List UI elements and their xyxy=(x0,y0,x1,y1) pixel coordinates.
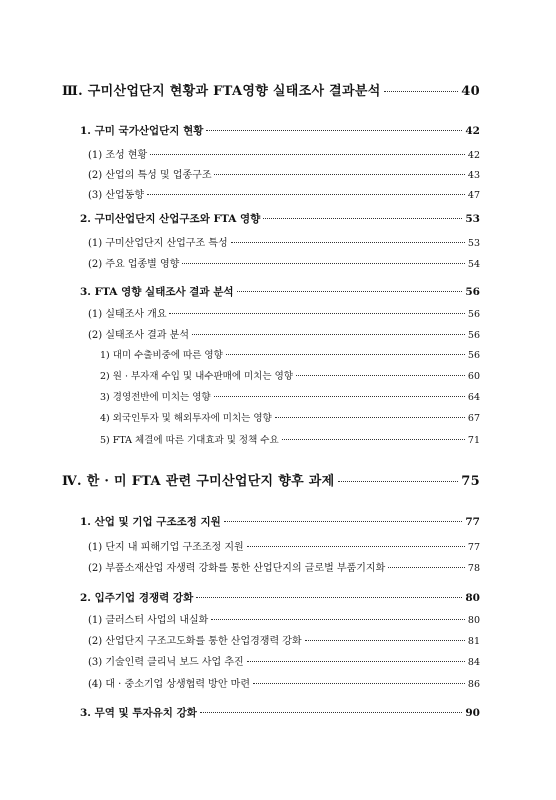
dot-leader xyxy=(169,313,464,314)
toc-label: 3. FTA 영향 실태조사 결과 분석 xyxy=(80,286,234,298)
dot-leader xyxy=(296,375,465,376)
toc-subsubsection xyxy=(100,432,480,446)
toc-chapter-3 xyxy=(62,80,480,99)
toc-page-number: 43 xyxy=(467,170,480,181)
dot-leader xyxy=(253,683,465,684)
toc-section xyxy=(80,284,480,299)
toc-page-number: 56 xyxy=(465,286,480,298)
toc-page-number: 81 xyxy=(467,636,480,647)
dot-leader xyxy=(338,481,459,482)
dot-leader xyxy=(224,521,463,522)
dot-leader xyxy=(226,354,465,355)
dot-leader xyxy=(305,640,465,641)
toc-label: (2) 산업단지 구조고도화를 통한 산업경쟁력 강화 xyxy=(88,636,302,647)
toc-page-number: 60 xyxy=(467,371,480,382)
dot-leader xyxy=(150,154,465,155)
toc-label: 3. 무역 및 투자유치 강화 xyxy=(80,707,197,719)
toc-section xyxy=(80,705,480,720)
dot-leader xyxy=(275,417,465,418)
toc-subsubsection xyxy=(100,368,480,382)
dot-leader xyxy=(196,597,462,598)
toc-label: (2) 부품소재산업 자생력 강화를 통한 산업단지의 글로벌 부품기지화 xyxy=(88,563,386,574)
dot-leader xyxy=(211,619,465,620)
toc-page-number: 56 xyxy=(467,330,480,341)
dot-leader xyxy=(247,546,465,547)
toc-subsection xyxy=(88,326,480,341)
toc-label: 3) 경영전반에 미치는 영향 xyxy=(100,392,211,403)
toc-subsection xyxy=(88,653,480,668)
dot-leader xyxy=(206,130,462,131)
toc-page-number: 64 xyxy=(467,392,480,403)
toc-subsection xyxy=(88,186,480,201)
toc-label: (1) 실태조사 개요 xyxy=(88,309,167,320)
toc-page-number: 90 xyxy=(465,707,480,719)
toc-page-number: 42 xyxy=(467,150,480,161)
toc-subsection xyxy=(88,146,480,161)
toc-page-number: 77 xyxy=(465,516,480,528)
toc-page-number: 80 xyxy=(467,615,480,626)
toc-section xyxy=(80,211,480,226)
toc-subsection xyxy=(88,166,480,181)
toc-label: (2) 주요 업종별 영향 xyxy=(88,259,180,270)
toc-page-number: 84 xyxy=(467,657,480,668)
dot-leader xyxy=(214,174,464,175)
dot-leader xyxy=(384,91,459,92)
toc-label: 1. 산업 및 기업 구조조정 지원 xyxy=(80,516,221,528)
toc-label: 1) 대미 수출비중에 따른 영향 xyxy=(100,350,223,361)
toc-subsubsection xyxy=(100,347,480,361)
toc-label: (2) 실태조사 결과 분석 xyxy=(88,330,189,341)
toc-chapter-4 xyxy=(62,470,480,489)
dot-leader xyxy=(192,334,465,335)
toc-label: 4) 외국인투자 및 해외투자에 미치는 영향 xyxy=(100,413,272,424)
toc-page-number: 56 xyxy=(467,309,480,320)
toc-label: (1) 단지 내 피해기업 구조조정 지원 xyxy=(88,542,244,553)
dot-leader xyxy=(263,218,462,219)
dot-leader xyxy=(182,263,465,264)
toc-label: 2. 구미산업단지 산업구조와 FTA 영향 xyxy=(80,213,261,225)
toc-page-number: 71 xyxy=(467,435,480,446)
toc-label: (3) 산업동향 xyxy=(88,190,144,201)
toc-section xyxy=(80,123,480,138)
dot-leader xyxy=(388,567,465,568)
toc-page-number: 78 xyxy=(467,563,480,574)
toc-label: (1) 구미산업단지 산업구조 특성 xyxy=(88,238,228,249)
toc-page-number: 80 xyxy=(465,592,480,604)
toc-page-number: 56 xyxy=(467,350,480,361)
toc-label: (2) 산업의 특성 및 업종구조 xyxy=(88,170,212,181)
toc-subsubsection xyxy=(100,389,480,403)
dot-leader xyxy=(231,242,465,243)
toc-label: 2) 원 · 부자재 수입 및 내수판매에 미치는 영향 xyxy=(100,371,293,382)
toc-label: (1) 조성 현황 xyxy=(88,150,148,161)
toc-subsection xyxy=(88,255,480,270)
toc-page-number: 75 xyxy=(461,474,480,489)
toc-label: (4) 대 · 중소기업 상생협력 방안 마련 xyxy=(88,679,250,690)
toc-subsection xyxy=(88,611,480,626)
toc-label: Ⅳ. 한 · 미 FTA 관련 구미산업단지 향후 과제 xyxy=(62,474,335,489)
toc-section xyxy=(80,590,480,605)
toc-subsection xyxy=(88,632,480,647)
toc-subsection xyxy=(88,305,480,320)
toc-subsection xyxy=(88,675,480,690)
toc-subsubsection xyxy=(100,410,480,424)
toc-label: (3) 기술인력 클리닉 보드 사업 추진 xyxy=(88,657,244,668)
toc-subsection xyxy=(88,559,480,574)
toc-page-number: 53 xyxy=(467,238,480,249)
toc-label: 2. 입주기업 경쟁력 강화 xyxy=(80,592,194,604)
toc-subsection xyxy=(88,538,480,553)
dot-leader xyxy=(200,712,463,713)
dot-leader xyxy=(282,439,465,440)
toc-page-number: 54 xyxy=(467,259,480,270)
toc-label: (1) 클러스터 사업의 내실화 xyxy=(88,615,209,626)
toc-page-number: 67 xyxy=(467,413,480,424)
toc-page-number: 40 xyxy=(461,84,480,99)
toc-page-number: 86 xyxy=(467,679,480,690)
toc-label: 5) FTA 체결에 따른 기대효과 및 정책 수요 xyxy=(100,435,279,446)
dot-leader xyxy=(237,291,463,292)
dot-leader xyxy=(214,396,465,397)
toc-page-number: 53 xyxy=(465,213,480,225)
toc-label: Ⅲ. 구미산업단지 현황과 FTA영향 실태조사 결과분석 xyxy=(62,84,381,99)
dot-leader xyxy=(147,194,465,195)
toc-page-number: 77 xyxy=(467,542,480,553)
toc-subsection xyxy=(88,234,480,249)
toc-label: 1. 구미 국가산업단지 현황 xyxy=(80,125,204,137)
dot-leader xyxy=(247,661,465,662)
toc-page-number: 47 xyxy=(467,190,480,201)
toc-section xyxy=(80,514,480,529)
toc-page-number: 42 xyxy=(465,125,480,137)
